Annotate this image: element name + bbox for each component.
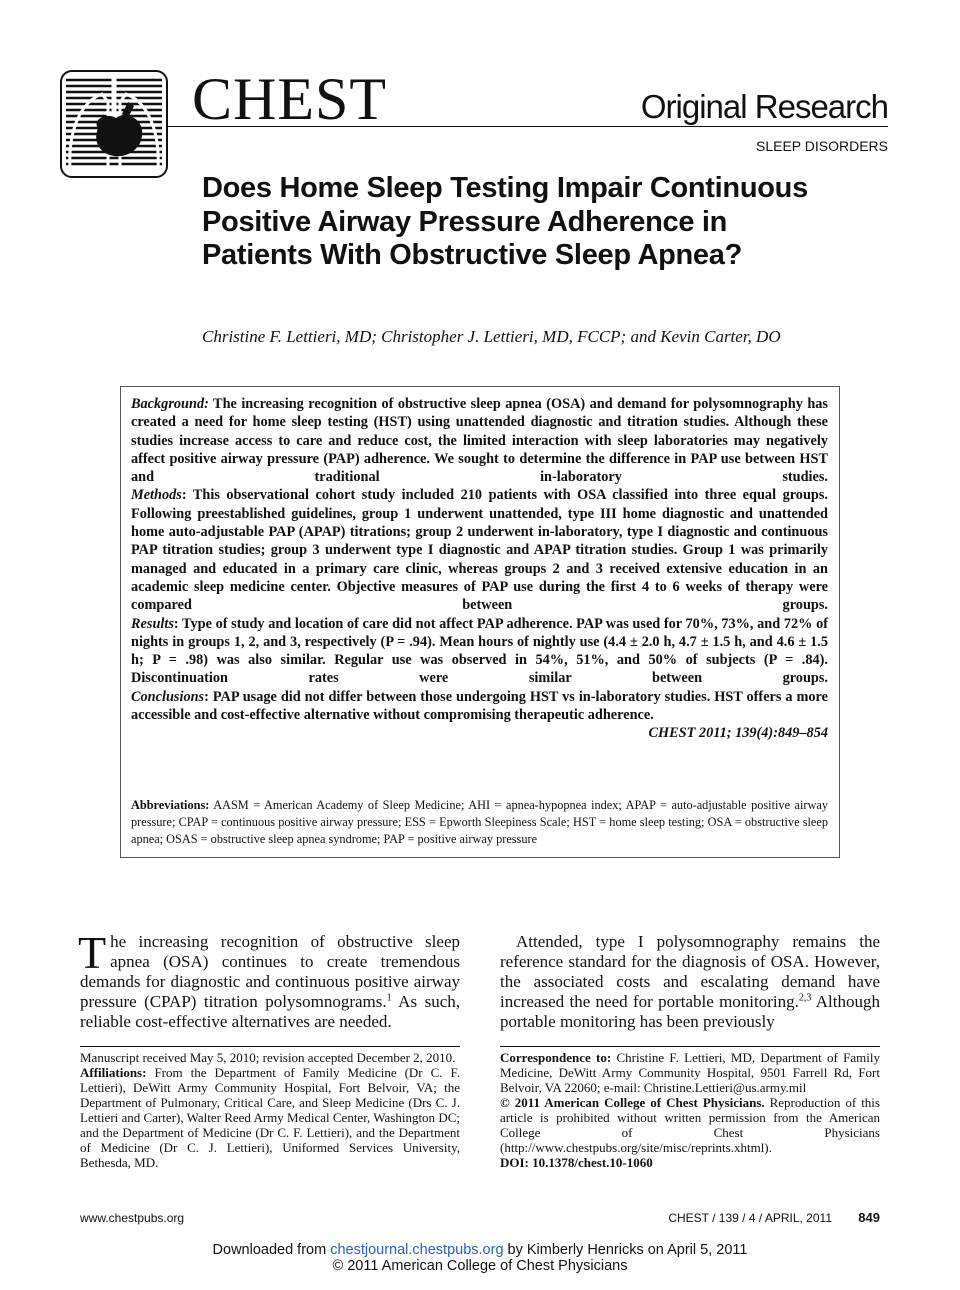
footer-copyright: © 2011 American College of Chest Physicians: [332, 1258, 628, 1274]
correspondence-label: Correspondence to:: [500, 1050, 612, 1065]
doi-value[interactable]: 10.1378/chest.10-1060: [528, 1155, 653, 1170]
download-prefix: Downloaded from: [212, 1242, 331, 1258]
copyright-label: © 2011 American College of Chest Physicians.: [500, 1095, 765, 1110]
background-text: The increasing recognition of obstructive sleep apnea (OSA) and demand for polysomnography has created a need for home sleep testing (HST) using unattended diagnostic and titration studies. Although these studies increase access to care and reduce cost, the limited interaction with sleep laboratories may negatively affect positive airway pressure (PAP) adherence. We sought to determine the difference in PAP use between HST and traditional in-laboratory studies.: [131, 396, 828, 486]
drop-cap: T: [78, 927, 107, 978]
affiliations-text: From the Department of Family Medicine (Dr C. F. Lettieri), DeWitt Army Community Hospital, Fort Belvoir, VA; the Department of Pulmonary, Critical Care, and Sleep Medicine (Drs C. J. Lettieri and Carter), Walter Reed Army Medical Center, Washington DC; and the Department of Medicine (Dr C. F. Lettieri), and the Department of Medicine (Dr C. J. Lettieri), Uniformed Services University, Bethesda, MD.: [80, 1065, 460, 1170]
section-label: SLEEP DISORDERS: [755, 138, 888, 154]
footer-site[interactable]: www.chestpubs.org: [80, 1211, 185, 1225]
doi: [500, 1155, 880, 1170]
download-suffix: by Kimberly Henricks on April 5, 2011: [503, 1242, 748, 1258]
copyright-text: Reproduction of this article is prohibited without written permission from the American College of Chest Physicians (http://www.chestpubs.org/site/misc/reprints.xhtml).: [500, 1095, 880, 1155]
notes-left: [80, 1050, 460, 1170]
results-label: Results: [131, 615, 174, 632]
abbreviations-text: AASM = American Academy of Sleep Medicine; AHI = apnea-hypopnea index; APAP = auto-adjustable positive airway pressure; CPAP = continuous positive airway pressure; ESS = Epworth Sleepiness Scale; HST = home sleep testing; OSA = obstructive sleep apnea; OSAS = obstructive sleep apnea syndrome; PAP = positive airway pressure: [131, 798, 828, 846]
article-copyright: [500, 1095, 880, 1155]
background-label: Background:: [131, 396, 209, 412]
body-column-right: [500, 932, 880, 1032]
footer-issue: CHEST / 139 / 4 / APRIL, 2011: [668, 1211, 832, 1225]
page-number: 849: [858, 1210, 880, 1225]
affiliations-label: Affiliations:: [80, 1065, 147, 1080]
correspondence-text: Christine F. Lettieri, MD, Department of Family Medicine, DeWitt Army Community Hospital, 9501 Farrell Rd, Fort Belvoir, VA 22060; e-mail: Christine.Lettieri@us.army.mil: [500, 1050, 880, 1095]
reference-2-3[interactable]: 2,3: [798, 992, 812, 1004]
download-link[interactable]: chestjournal.chestpubs.org: [330, 1242, 504, 1258]
chest-lungs-heart-logo-icon: [60, 70, 168, 178]
manuscript-received: Manuscript received May 5, 2010; revision accepted December 2, 2010.: [80, 1050, 456, 1065]
abstract-methods: [131, 486, 828, 614]
abbreviations-label: Abbreviations:: [131, 798, 210, 812]
affiliations: [80, 1065, 460, 1170]
results-text: : Type of study and location of care did not affect PAP adherence. PAP was used for 70%, 73%, and 72% of nights in groups 1, 2, and 3, respectively (P = .94). Mean hours of nightly use (4.4 ± 2.0 h, 4.7 ± 1.5 h, and 4.6 ± 1.5 h; P = .98) was also similar. Regular use was observed in 54%, 51%, and 50% of subjects (P = .84). Discontinuation rates were similar between groups.: [131, 615, 828, 687]
body-text-right-end: Although portable monitoring has been previously: [500, 992, 880, 1031]
header-rule: [168, 126, 888, 127]
article-type: Original Research: [640, 88, 888, 125]
abbreviations: [131, 797, 828, 848]
authors: Christine F. Lettieri, MD; Christopher J. Lettieri, MD, FCCP; and Kevin Carter, DO: [202, 327, 781, 346]
methods-text: : This observational cohort study included 210 patients with OSA classified into three equal groups. Following preestablished guidelines, group 1 underwent unattended, type III home diagnostic and unattended home auto-adjustable PAP (APAP) titrations; group 2 underwent in-laboratory, type I diagnostic and continuous PAP titration studies; group 3 underwent type I diagnostic and APAP titration studies. Group 1 was primarily managed and educated in a primary care clinic, whereas groups 2 and 3 received extensive education in an academic sleep medicine center. Objective measures of PAP use during the first 4 to 6 weeks of therapy were compared between groups.: [131, 487, 828, 614]
methods-label: Methods: [131, 487, 182, 504]
journal-name: CHEST: [192, 66, 388, 132]
body-column-left: [78, 927, 460, 1032]
footnote-rule-right: [500, 1046, 880, 1047]
correspondence: [500, 1050, 880, 1095]
body-text-right: Attended, type I polysomnography remains the reference standard for the diagnosis of OSA. However, the associated costs and escalating demand have increased the need for portable monitoring.: [500, 932, 880, 1011]
reference-1[interactable]: 1: [386, 992, 392, 1004]
conclusions-text: : PAP usage did not differ between those undergoing HST vs in-laboratory studies. HST offers a more accessible and cost-effective alternative without compromising therapeutic adherence.: [131, 688, 828, 724]
abstract-body: [131, 395, 828, 743]
article-title: Does Home Sleep Testing Impair Continuous Positive Airway Pressure Adherence in Patients With Obstructive Sleep Apnea?: [202, 172, 808, 271]
doi-label: DOI:: [500, 1155, 529, 1170]
body-text-left-end: As such, reliable cost-effective alternatives are needed.: [80, 992, 460, 1031]
body-text-left: he increasing recognition of obstructive sleep apnea (OSA) continues to create tremendous demands for diagnostic and continuous positive airway pressure (CPAP) titration polysomnograms.: [80, 932, 460, 1011]
abstract-conclusions: [131, 688, 828, 742]
footnote-rule-left: [80, 1046, 460, 1047]
notes-right: [500, 1050, 880, 1170]
conclusions-label: Conclusions: [131, 688, 205, 705]
abstract-results: [131, 615, 828, 688]
download-line: [0, 1242, 960, 1259]
citation: CHEST 2011; 139(4):849–854: [648, 725, 828, 742]
abstract-background: [131, 395, 828, 486]
